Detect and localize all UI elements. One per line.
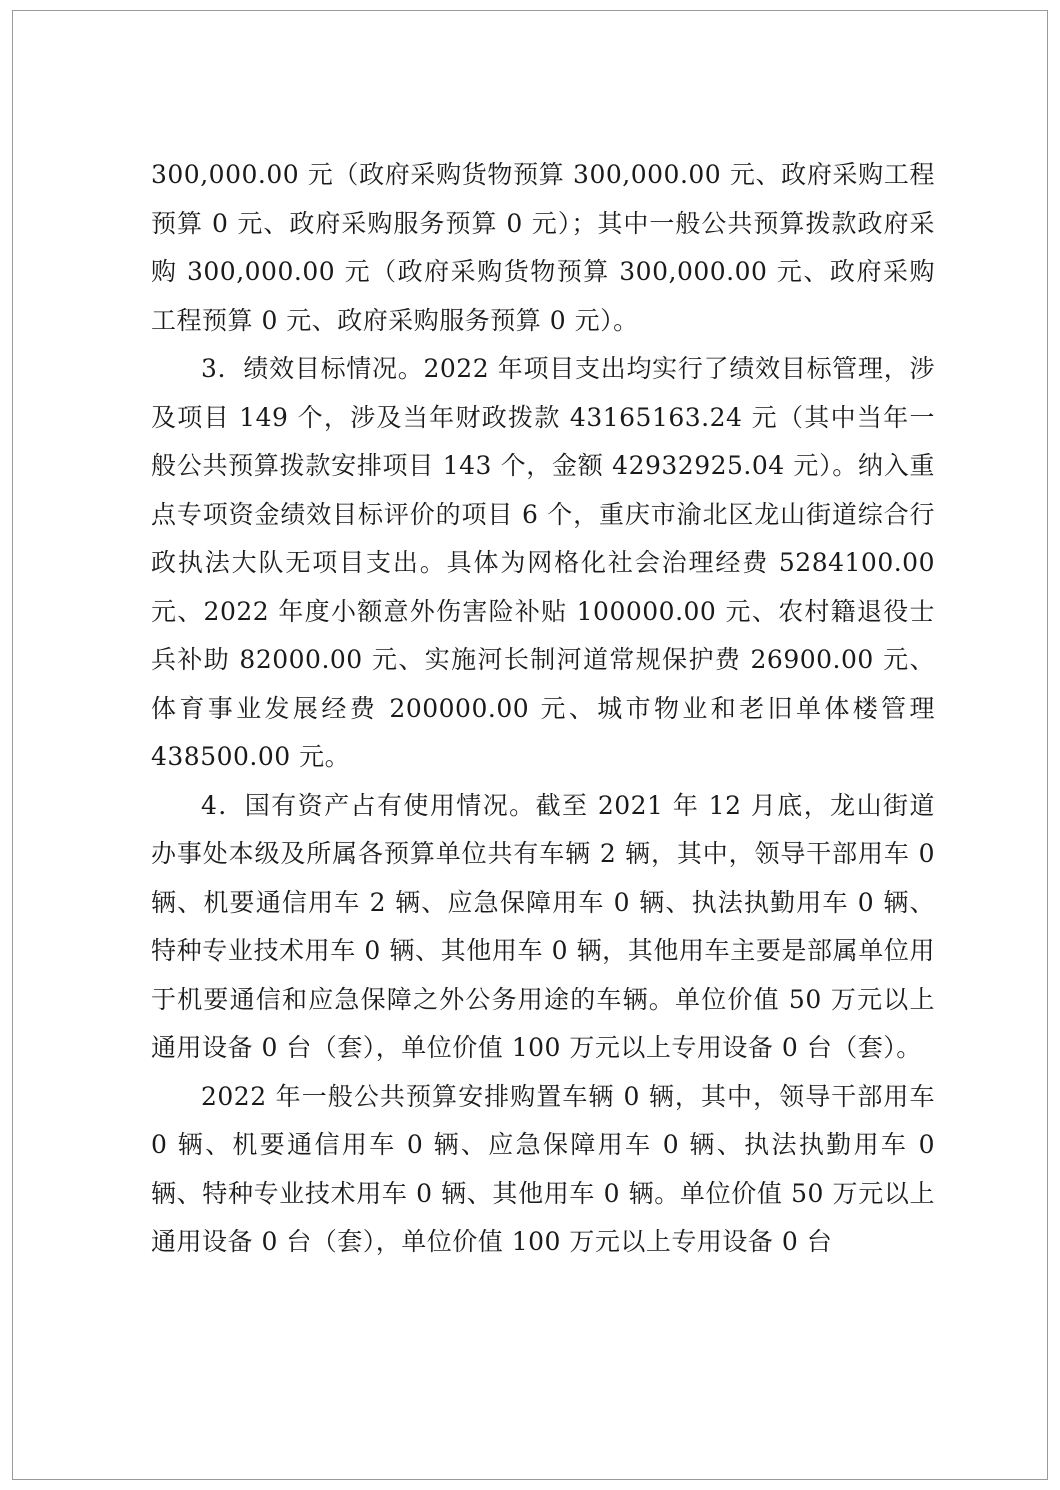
paragraph-vehicle-purchase: 2022 年一般公共预算安排购置车辆 0 辆，其中，领导干部用车 0 辆、机要通信用车 0 辆、应急保障用车 0 辆、执法执勤用车 0 辆、特种专业技术用车 0 辆、其他用车 0 辆。单位价值 50 万元以上通用设备 0 台（套），单位价值 100 万元以上专用设备 0 台 [151,1081,935,1256]
paragraph-procurement-continued: 300,000.00 元（政府采购货物预算 300,000.00 元、政府采购工程预算 0 元、政府采购服务预算 0 元）；其中一般公共预算拨款政府采购 300,000.00 元（政府采购货物预算 300,000.00 元、政府采购工程预算 0 元、政府采购服务预算 0 元）。 [151,160,935,335]
document-body [151,151,935,1267]
document-page [12,10,1048,1480]
paragraph-performance-targets: 3．绩效目标情况。2022 年项目支出均实行了绩效目标管理，涉及项目 149 个，涉及当年财政拨款 43165163.24 元（其中当年一般公共预算拨款安排项目 143 个，金额 42932925.04 元）。纳入重点专项资金绩效目标评价的项目 6 个，重庆市渝北区龙山街道综合行政执法大队无项目支出。具体为网格化社会治理经费 5284100.00 元、2022 年度小额意外伤害险补贴 100000.00 元、农村籍退役士兵补助 82000.00 元、实施河长制河道常规保护费 26900.00 元、体育事业发展经费 200000.00 元、城市物业和老旧单体楼管理 438500.00 元。 [151,354,935,771]
paragraph-state-assets: 4．国有资产占有使用情况。截至 2021 年 12 月底，龙山街道办事处本级及所属各预算单位共有车辆 2 辆，其中，领导干部用车 0 辆、机要通信用车 2 辆、应急保障用车 0 辆、执法执勤用车 0 辆、特种专业技术用车 0 辆、其他用车 0 辆，其他用车主要是部属单位用于机要通信和应急保障之外公务用途的车辆。单位价值 50 万元以上通用设备 0 台（套），单位价值 100 万元以上专用设备 0 台（套）。 [151,790,935,1062]
